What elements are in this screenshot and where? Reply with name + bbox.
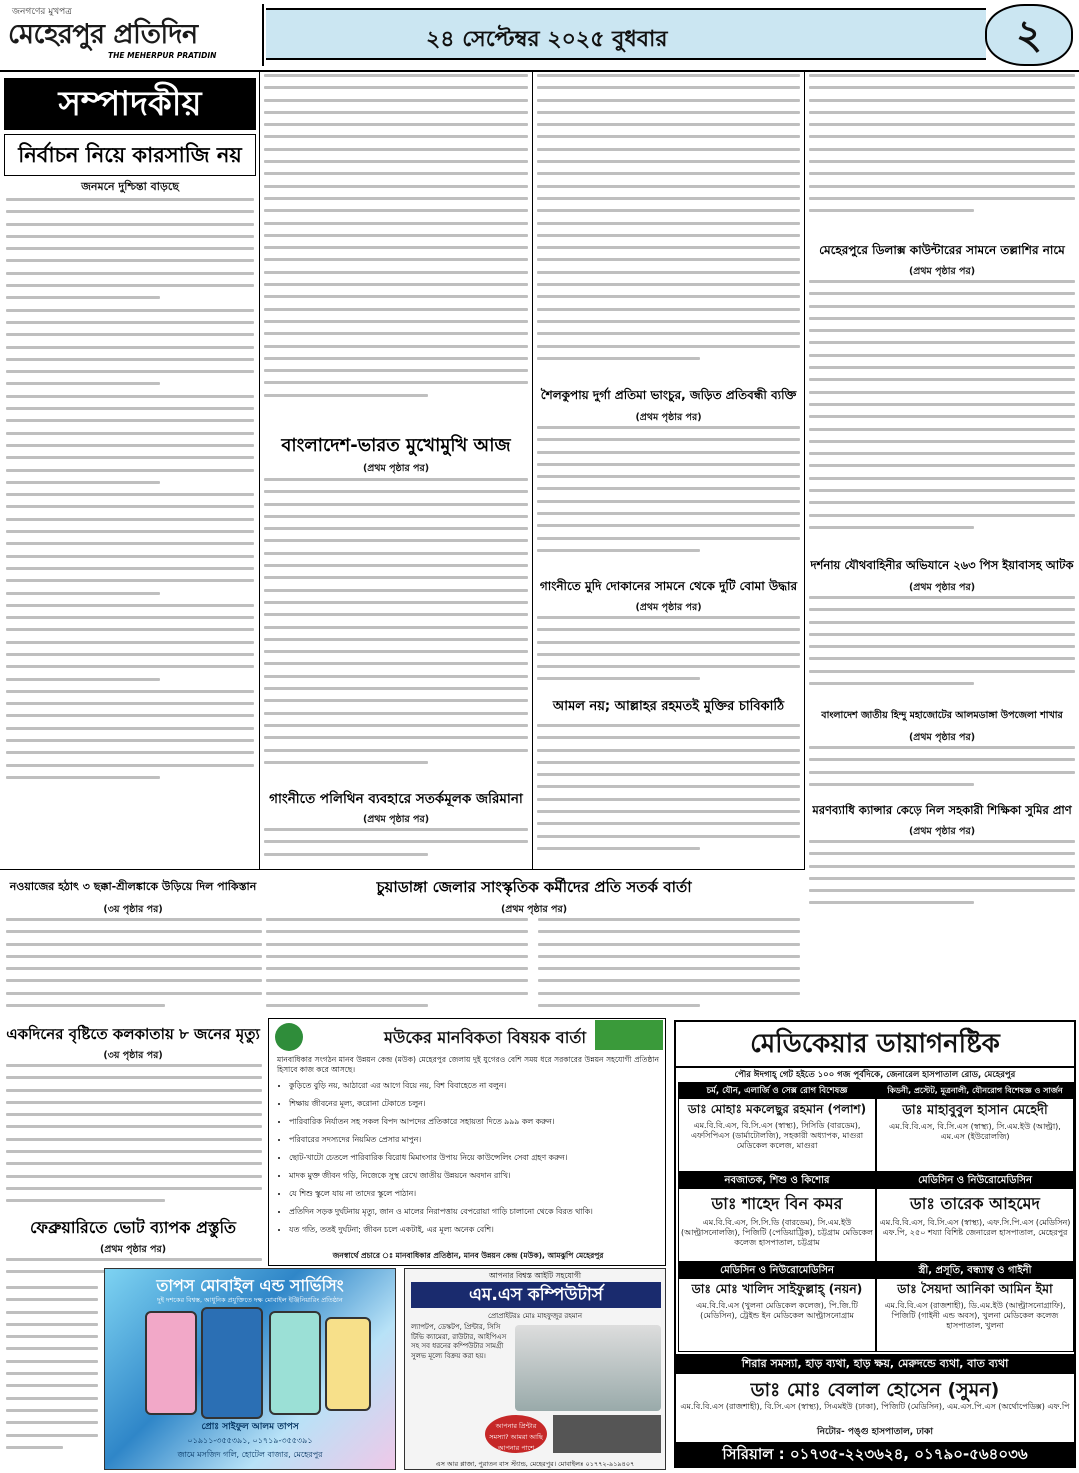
masthead-tagline: জনগণের মুখপত্র bbox=[12, 7, 72, 17]
doctor-card bbox=[876, 1082, 1074, 1172]
continued-cancer-teacher: (প্রথম পৃষ্ঠার পর) bbox=[908, 826, 976, 837]
doctor-degrees: এম.বি.বি.এস (রাজশাহী), ডি.এম.ইউ (আল্ট্রাসনোগ্রাফি), পিজিটি (গাইনী এন্ড অবস), খুলনা মেডিকেল কলেজ হাসপাতাল, খুলনা bbox=[884, 1301, 1066, 1330]
ms-address: এস আর প্লাজা, পুরাতন বাস স্ট্যান্ড, মেহেরপুর। মোবাইলঃ ০১৭৭২-৯১৯৪০৭ bbox=[435, 1460, 635, 1468]
headline-shailkupa: শৈলকুপায় দুর্গা প্রতিমা ভাংচুর, জড়িত প্রতিবন্ধী ব্যক্তি bbox=[540, 388, 797, 402]
doctor-specialty: চর্ম, যৌন, এলার্জি ও সেক্স রোগ বিশেষজ্ঞ bbox=[679, 1083, 875, 1099]
shailkupa-body bbox=[537, 426, 800, 566]
bone-specialty-band: শিরার সমস্যা, হাড় ব্যথা, হাড় ক্ষয়, মেরুদন্ডে ব্যথা, বাত ব্যথা bbox=[676, 1354, 1074, 1374]
mouk-footer: জনস্বার্থে প্রচারে ঃ মানবাধিকার প্রতিষ্ঠান, মানব উন্নয়ন কেন্দ্র (মউক), আমঝুপি মেহেরপুর bbox=[332, 1251, 604, 1260]
chuadanga-body-left bbox=[266, 918, 528, 1014]
doctor-degrees: এম.বি.বি.এস, সি.সি.ডি (বারডেম), সি.এম.ইউ (আল্ট্রাসনোলজি), পিজিটি (পেডিয়াট্রিক), চট্টগ্রাম মেডিকেল কলেজ হাসপাতাল, চট্টগ্রাম bbox=[681, 1218, 873, 1247]
doctor-degrees: এম.বি.বি.এস, বি.সি.এস (স্বাস্থ্য), সি.এম.ইউ (আল্ট্রা), এম.এস (ইউরোলজি) bbox=[889, 1122, 1061, 1141]
clinic-title: মেডিকেয়ার ডায়াগনষ্টিক bbox=[676, 1022, 1074, 1068]
doctor-name: ডাঃ মাহাবুবুল হাসান মেহেদী bbox=[902, 1103, 1048, 1118]
ms-computers-ad bbox=[404, 1268, 666, 1470]
column3-top-body bbox=[537, 74, 800, 376]
hindu-mohajot-body bbox=[809, 746, 1075, 794]
headline-gangni-polythene: গাংনীতে পলিথিন ব্যবহারে সতর্কমূলক জরিমানা bbox=[269, 791, 523, 807]
page-number: ২ bbox=[985, 4, 1073, 66]
clinic-address: পৌর ঈদগাহ্ গেট হইতে ১০০ গজ পূর্বদিকে, জেনারেল হাসপাতাল রোড, মেহেরপুর bbox=[734, 1070, 1016, 1080]
meherpur-counter-body bbox=[809, 280, 1075, 544]
bd-india-body bbox=[264, 478, 528, 780]
kolkata-body bbox=[6, 1064, 262, 1212]
doctor-card bbox=[678, 1172, 876, 1262]
doctor-name: ডাঃ মোহাঃ মকলেছুর রহমান (পলাশ) bbox=[687, 1102, 867, 1116]
doctor-specialty: স্ত্রী, প্রসূতি, বন্ধ্যাত্ব ও গাইনী bbox=[877, 1263, 1073, 1279]
mouk-item: • শিক্ষায় জীবনের মূল্য, করোনা টেকাতে চলুন। bbox=[289, 1099, 666, 1109]
clinic-serial: সিরিয়াল : ০১৭৩৫-২২৩৬২৪, ০১৭৯০-৫৬৪০৩৬ bbox=[676, 1442, 1074, 1466]
continued-nawaz: (৩য় পৃষ্ঠার পর) bbox=[103, 904, 163, 915]
headline-nawaz: নওয়াজের হঠাৎ ৩ ছক্কা-শ্রীলঙ্কাকে উড়িয়ে দিল পাকিস্তান bbox=[9, 880, 257, 893]
headline-darshana: দর্শনায় যৌথবাহিনীর অভিযানে ২৬৩ পিস ইয়াবাসহ আটক bbox=[810, 558, 1074, 572]
continued-chuadanga: (প্রথম পৃষ্ঠার পর) bbox=[500, 904, 568, 915]
amol-noy-body bbox=[537, 724, 800, 869]
mouk-item: • যে শিশু স্কুলে যায় না তাদের স্কুলে পাঠান। bbox=[289, 1189, 666, 1199]
mouk-frame bbox=[268, 1018, 666, 1266]
continued-gangni-polythene: (প্রথম পৃষ্ঠার পর) bbox=[362, 814, 430, 825]
gangni-polythene-body bbox=[264, 828, 528, 868]
nawaz-body bbox=[6, 918, 262, 1020]
continued-hindu-mohajot: (প্রথম পৃষ্ঠার পর) bbox=[908, 732, 976, 743]
ms-intro: আপনার বিশ্বস্ত আইটি সহযোগী bbox=[488, 1271, 582, 1280]
mouk-item: • ছোট-খাটো চেতলে পারিবারিক বিরোধ মিমাংসার উপায় নিয়ে কাউন্সেলিং সেবা গ্রহণ করুন। bbox=[289, 1153, 666, 1163]
taps-phone: ০১৯১১-৩৫৫৩৯১, ০১৭১৯-৩৫৫৩৯১ bbox=[187, 1436, 313, 1445]
cancer-teacher-body bbox=[809, 840, 1075, 914]
february-vote-body bbox=[6, 1286, 98, 1466]
taps-title: তাপস মোবাইল এন্ড সার্ভিসিং bbox=[156, 1276, 344, 1295]
mouk-intro: মানবাধিকার সংগঠন মানব উন্নয়ন কেন্দ্র (মউক) মেহেরপুর জেলায় দুই যুগেরও বেশি সময় ধরে সরকারের উন্নয়ন সহযোগী প্রতিষ্ঠান হিসাবে কাজ করে আসছে। bbox=[277, 1055, 659, 1074]
newspaper-name: মেহেরপুর প্রতিদিন bbox=[8, 19, 198, 50]
editorial-headline: নির্বাচন নিয়ে কারসাজি নয় bbox=[4, 134, 256, 176]
doctor-degrees: এম.বি.বি.এস (খুলনা মেডিকেল কলেজ), পি.জি.টি (মেডিসিন), ট্রেইন্ড ইন মেডিকেল আল্ট্রাসনোগ্রাম bbox=[696, 1301, 858, 1320]
doctor-name: ডাঃ তারেক আহমেদ bbox=[910, 1194, 1040, 1213]
doctor-degrees: এম.বি.বি.এস, বি.সি.এস (স্বাস্থ্য), এফ.সি.পি.এস (মেডিসিন) এফ.পি, ২৫০ শয্যা বিশিষ্ট জেনারেল হাসপাতাল, মেহেরপুর bbox=[879, 1218, 1071, 1237]
phone-image bbox=[145, 1311, 197, 1415]
column2-top-body bbox=[264, 74, 528, 426]
mouk-green-tab bbox=[595, 1020, 663, 1050]
continued-meherpur-counter: (প্রথম পৃষ্ঠার পর) bbox=[908, 266, 976, 277]
doctor-card bbox=[678, 1262, 876, 1352]
headline-february-vote: ফেব্রুয়ারিতে ভোট ব্যাপক প্রস্তুতি bbox=[29, 1218, 237, 1237]
doctor-name: ডাঃ মোঃ খালিদ সাইফুল্লাহ্ (নয়ন) bbox=[691, 1281, 863, 1296]
mouk-item: • পারিবারিক নির্যাতন সহ সকল বিপদ আপদের প্রতিকারে সহায়তা দিতে ৯৯৯ কল করুন। bbox=[289, 1117, 666, 1127]
doctor-card bbox=[678, 1082, 876, 1172]
taps-mobile-ad bbox=[104, 1268, 396, 1470]
column4-top-body bbox=[809, 74, 1075, 234]
doctor-name: ডাঃ শাহেদ বিন কমর bbox=[711, 1194, 843, 1213]
ms-proprietor: প্রোপ্রাইটরঃ মোঃ মাহফুজুর রহমান bbox=[488, 1312, 582, 1320]
doctor-degrees: এম.বি.বি.এস, বি.সি.এস (স্বাস্থ্য), সিসিডি (বারডেম), এফসিপিএস (ডার্মাটোলজি), সহকারী অধ্যাপক, মাগুরা মেডিকেল কলেজ, মাগুরা bbox=[690, 1121, 864, 1150]
headline-meherpur-counter: মেহেরপুরে ডিলাক্স কাউন্টারের সামনে তল্লাশির নামে bbox=[819, 243, 1065, 257]
doctor-card bbox=[876, 1262, 1074, 1352]
gangni-bomb-body bbox=[537, 616, 800, 690]
mouk-item: • মাদক মুক্ত জীবন গড়ি, নিজেকে সুস্থ রেখে জাতীয় উন্নয়নে অবদান রাখি। bbox=[289, 1171, 666, 1181]
computer-products-image bbox=[515, 1325, 661, 1411]
mouk-item: • যত গতি, ততই দুর্ঘটনা; জীবন চলে একটাই, এর মূল্য অনেক বেশি। bbox=[289, 1225, 666, 1235]
phone-image bbox=[201, 1307, 263, 1419]
continued-bd-india: (প্রথম পৃষ্ঠার পর) bbox=[362, 463, 430, 474]
taps-address: জামে মসজিদ গলি, হোটেল বাজার, মেহেরপুর bbox=[177, 1450, 323, 1459]
headline-gangni-bomb: গাংনীতে মুদি দোকানের সামনে থেকে দুটি বোমা উদ্ধার bbox=[539, 579, 798, 593]
headline-amol-noy: আমল নয়; আল্লাহর রহমতই মুক্তির চাবিকাঠি bbox=[552, 699, 785, 714]
doctor-specialty: কিডনী, প্রস্টেট, মূত্রনালী, যৌনরোগ বিশেষজ্ঞ ও সার্জন bbox=[877, 1083, 1073, 1099]
taps-subtitle: দুই দশকের বিশ্বস্ত, আধুনিক প্রযুক্তিতে দক্ষ মোবাইল ইঞ্জিনিয়ারিং প্রতিষ্ঠান bbox=[157, 1296, 343, 1304]
headline-kolkata: একদিনের বৃষ্টিতে কলকাতায় ৮ জনের মৃত্যু bbox=[6, 1025, 260, 1043]
editorial-banner: সম্পাদকীয় bbox=[4, 78, 256, 130]
mouk-item: • প্রতিদিন সড়ক দুর্ঘটনায় মৃত্যু, জান ও মালের নিরাপত্তায় বেপরোয়া গাড়ি চালানো থেকে বিরত থাকি। bbox=[289, 1207, 666, 1217]
continued-darshana: (প্রথম পৃষ্ঠার পর) bbox=[908, 582, 976, 593]
doctor-specialty: নবজাতক, শিশু ও কিশোর bbox=[679, 1173, 875, 1189]
phone-image bbox=[325, 1317, 371, 1411]
doctor-specialty: মেডিসিন ও নিউরোমেডিসিন bbox=[679, 1263, 875, 1279]
editorial-subhead: জনমনে দুশ্চিন্তা বাড়ছে bbox=[81, 180, 179, 193]
taps-proprietor: প্রোঃ সাইফুল আলম তাপস bbox=[201, 1422, 299, 1432]
headline-cancer-teacher: মরণব্যাধি ক্যান্সার কেড়ে নিল সহকারী শিক্ষিকা সুমির প্রাণ bbox=[812, 803, 1072, 817]
ms-promo: আপনার প্রিন্টার সমস্যা? আমরা আছি আপনার পাশে bbox=[485, 1415, 547, 1453]
mouk-title: মউকের মানবিকতা বিষয়ক বার্তা bbox=[384, 1028, 586, 1047]
doctor-specialty: মেডিসিন ও নিউরোমেডিসিন bbox=[877, 1173, 1073, 1189]
bone-doctor-hospital: নিটোর- পঙ্গু হাসপাতাল, ঢাকা bbox=[817, 1427, 933, 1437]
bone-doctor-degrees: এম.বি.বি.এস (রাজশাহী), বি.সি.এস (স্বাস্থ্য), সিএমইউ (ঢাকা), পিজিটি (মেডিসিন), এম.এস.পি.এস (অর্থোপেডিক্স) এফ.পি bbox=[680, 1402, 1070, 1411]
phone-image bbox=[269, 1311, 321, 1415]
ms-services: ল্যাপটপ, ডেস্কটপ, প্রিন্টার, সিসি টিভি ক্যামেরা, রাউটার, আইপিএস সহ সব ধরনের কম্পিউটার সামগ্রী সুলভ মূল্যে বিক্রয় করা হয়। bbox=[411, 1323, 507, 1360]
chuadanga-body-right bbox=[538, 918, 800, 1014]
continued-gangni-bomb: (প্রথম পৃষ্ঠার পর) bbox=[635, 602, 702, 613]
medicare-diagnostic-ad bbox=[674, 1020, 1076, 1468]
mouk-item: • পরিবারের সদস্যদের নিয়মিত প্রেসার মাপুন। bbox=[289, 1135, 666, 1145]
continued-shailkupa: (প্রথম পৃষ্ঠার পর) bbox=[635, 412, 702, 423]
ms-title: এম.এস কম্পিউটার্স bbox=[411, 1282, 661, 1308]
headline-bd-india: বাংলাদেশ-ভারত মুখোমুখি আজ bbox=[281, 435, 511, 456]
editorial-body bbox=[6, 198, 254, 853]
mouk-item: • কুড়িতে বুড়ি নয়, আঠারো এর আগে বিয়ে নয়, বিশ বিবাহেতে না বলুন। bbox=[289, 1081, 666, 1091]
continued-february-vote: (প্রথম পৃষ্ঠার পর) bbox=[99, 1244, 167, 1255]
doctor-name: ডাঃ সৈয়দা আনিকা আমিন ইমা bbox=[897, 1281, 1053, 1296]
headline-hindu-mohajot: বাংলাদেশ জাতীয় হিন্দু মহাজোটের আলমডাঙ্গা উপজেলা শাখার bbox=[821, 710, 1063, 721]
printer-image bbox=[553, 1415, 661, 1453]
continued-kolkata: (৩য় পৃষ্ঠার পর) bbox=[103, 1050, 163, 1061]
darshana-body bbox=[809, 596, 1075, 700]
date-band bbox=[266, 8, 986, 60]
masthead bbox=[4, 4, 264, 66]
headline-chuadanga: চুয়াডাঙ্গা জেলার সাংস্কৃতিক কর্মীদের প্রতি সতর্ক বার্তা bbox=[376, 878, 692, 896]
newspaper-english-name: THE MEHERPUR PRATIDIN bbox=[108, 51, 217, 60]
doctor-card bbox=[876, 1172, 1074, 1262]
issue-date: ২৪ সেপ্টেম্বর ২০২৫ বুধবার bbox=[426, 27, 668, 52]
bone-doctor-name: ডাঃ মোঃ বেলাল হোসেন (সুমন) bbox=[750, 1379, 1000, 1401]
